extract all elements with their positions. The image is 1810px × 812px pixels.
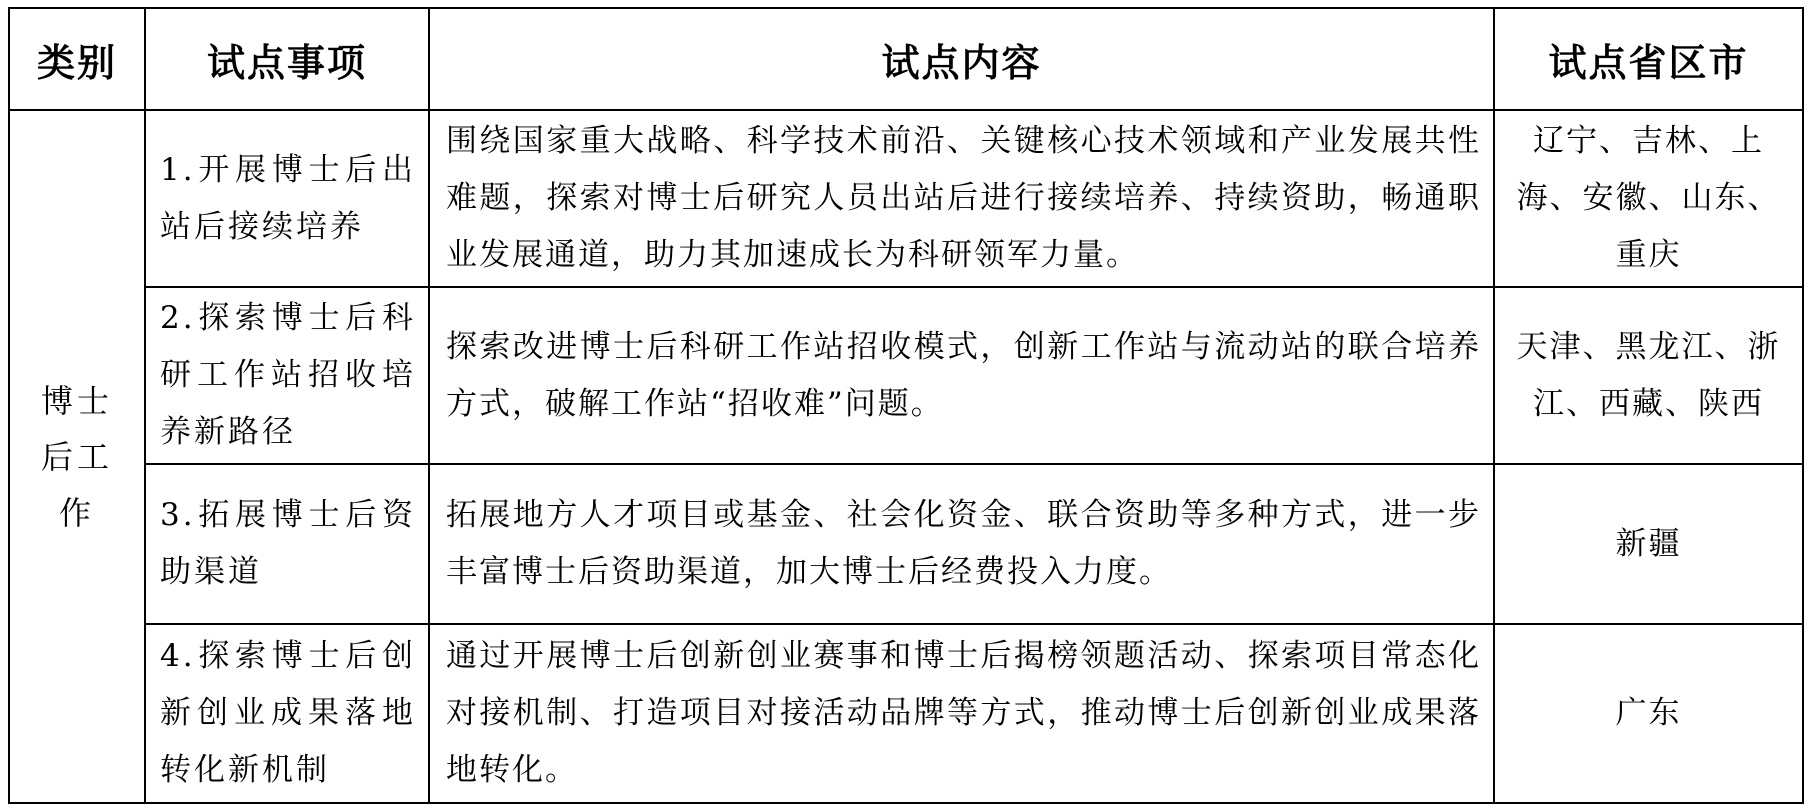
header-provinces: 试点省区市 xyxy=(1494,8,1803,110)
header-category: 类别 xyxy=(9,8,145,110)
pilot-provinces-cell: 天津、黑龙江、浙江、西藏、陕西 xyxy=(1494,287,1803,464)
table-row xyxy=(9,624,1803,803)
pilot-content-cell: 拓展地方人才项目或基金、社会化资金、联合资助等多种方式，进一步丰富博士后资助渠道，加大博士后经费投入力度。 xyxy=(429,464,1494,624)
category-cell xyxy=(9,110,145,803)
pilot-content-cell: 围绕国家重大战略、科学技术前沿、关键核心技术领域和产业发展共性难题，探索对博士后研究人员出站后进行接续培养、持续资助，畅通职业发展通道，助力其加速成长为科研领军力量。 xyxy=(429,110,1494,287)
pilot-item-cell: 4.探索博士后创新创业成果落地转化新机制 xyxy=(145,624,429,803)
pilot-provinces-cell: 辽宁、吉林、上海、安徽、山东、重庆 xyxy=(1494,110,1803,287)
pilot-content-cell: 通过开展博士后创新创业赛事和博士后揭榜领题活动、探索项目常态化对接机制、打造项目对接活动品牌等方式，推动博士后创新创业成果落地转化。 xyxy=(429,624,1494,803)
pilot-item-cell: 1.开展博士后出站后接续培养 xyxy=(145,110,429,287)
header-item: 试点事项 xyxy=(145,8,429,110)
pilot-provinces-cell: 广东 xyxy=(1494,624,1803,803)
category-label: 博士后工作 xyxy=(40,381,113,532)
pilot-content-cell: 探索改进博士后科研工作站招收模式，创新工作站与流动站的联合培养方式，破解工作站“招收难”问题。 xyxy=(429,287,1494,464)
table-row xyxy=(9,287,1803,464)
pilot-provinces-cell: 新疆 xyxy=(1494,464,1803,624)
table-header-row xyxy=(9,8,1803,110)
header-content: 试点内容 xyxy=(429,8,1494,110)
pilot-item-cell: 3.拓展博士后资助渠道 xyxy=(145,464,429,624)
pilot-table xyxy=(8,7,1804,804)
table-row xyxy=(9,464,1803,624)
pilot-item-cell: 2.探索博士后科研工作站招收培养新路径 xyxy=(145,287,429,464)
table-row xyxy=(9,110,1803,287)
